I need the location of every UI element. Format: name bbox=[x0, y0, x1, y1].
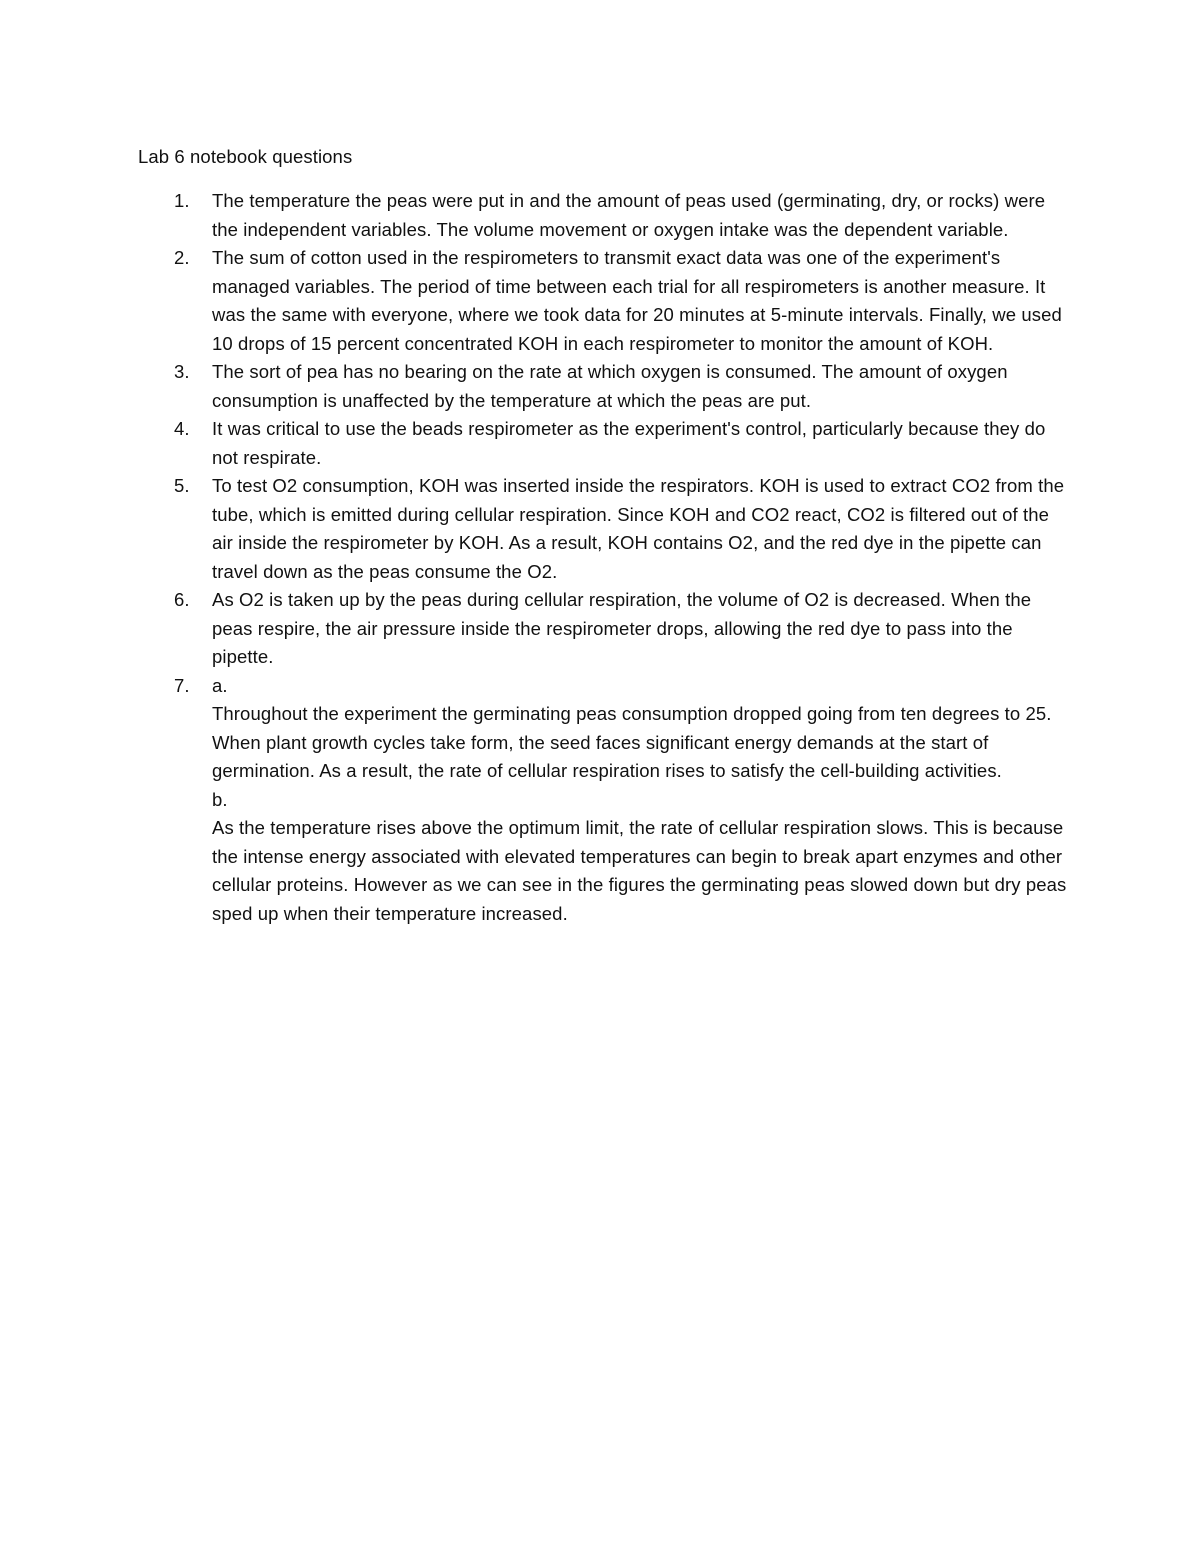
answer-item-5 bbox=[138, 472, 1068, 586]
answer-item-4 bbox=[138, 415, 1068, 472]
answer-item-7 bbox=[138, 672, 1068, 929]
answer-item-2 bbox=[138, 244, 1068, 358]
answer-number: 7. bbox=[174, 674, 190, 696]
answer-text: The sort of pea has no bearing on the rate at which oxygen is consumed. The amount of oxygen consumption is unaffected by the temperature at which the peas are put. bbox=[212, 361, 1008, 411]
answer-number: 3. bbox=[174, 361, 190, 382]
answer-number: 6. bbox=[174, 589, 190, 610]
answer-item-1 bbox=[138, 187, 1068, 244]
answer-item-3 bbox=[138, 358, 1068, 415]
answer-text: The sum of cotton used in the respirometers to transmit exact data was one of the experiment's managed variables. The period of time between each trial for all respirometers is another measure. It was the same with everyone, where we took data for 20 minutes at 5-minute intervals. Finally, we used 10 drops of 15 percent concentrated KOH in each respirometer to monitor the amount of KOH. bbox=[212, 247, 1062, 354]
answer-text: As O2 is taken up by the peas during cellular respiration, the volume of O2 is decreased. When the peas respire, the air pressure inside the respirometer drops, allowing the red dye to pass into the pipette. bbox=[212, 589, 1032, 667]
part-a-text: Throughout the experiment the germinating peas consumption dropped going from ten degrees to 25. When plant growth cycles take form, the seed faces significant energy demands at the start of germination. As a result, the rate of cellular respiration rises to satisfy the cell-building activities. bbox=[212, 703, 1052, 781]
answer-number: 1. bbox=[174, 190, 190, 211]
answer-list bbox=[138, 187, 1068, 928]
answer-number: 2. bbox=[174, 247, 190, 268]
part-b-label: b. bbox=[212, 788, 228, 810]
answer-item-6 bbox=[138, 586, 1068, 672]
part-a-label: a. bbox=[212, 674, 228, 696]
answer-number: 4. bbox=[174, 418, 190, 439]
answer-number: 5. bbox=[174, 475, 190, 496]
document-title: Lab 6 notebook questions bbox=[138, 146, 353, 167]
part-b-text: As the temperature rises above the optimum limit, the rate of cellular respiration slows. This is because the intense energy associated with elevated temperatures can begin to break apart enzymes and other cellular proteins. However as we can see in the figures the germinating peas slowed down but dry peas sped up when their temperature increased. bbox=[212, 817, 1067, 924]
answer-text: It was critical to use the beads respirometer as the experiment's control, particularly because they do not respirate. bbox=[212, 418, 1046, 468]
answer-text: To test O2 consumption, KOH was inserted inside the respirators. KOH is used to extract CO2 from the tube, which is emitted during cellular respiration. Since KOH and CO2 react, CO2 is filtered out of the air inside the respirometer by KOH. As a result, KOH contains O2, and the red dye in the pipette can travel down as the peas consume the O2. bbox=[212, 475, 1065, 582]
answer-text: The temperature the peas were put in and the amount of peas used (germinating, dry, or rocks) were the independent variables. The volume movement or oxygen intake was the dependent variable. bbox=[212, 190, 1046, 240]
